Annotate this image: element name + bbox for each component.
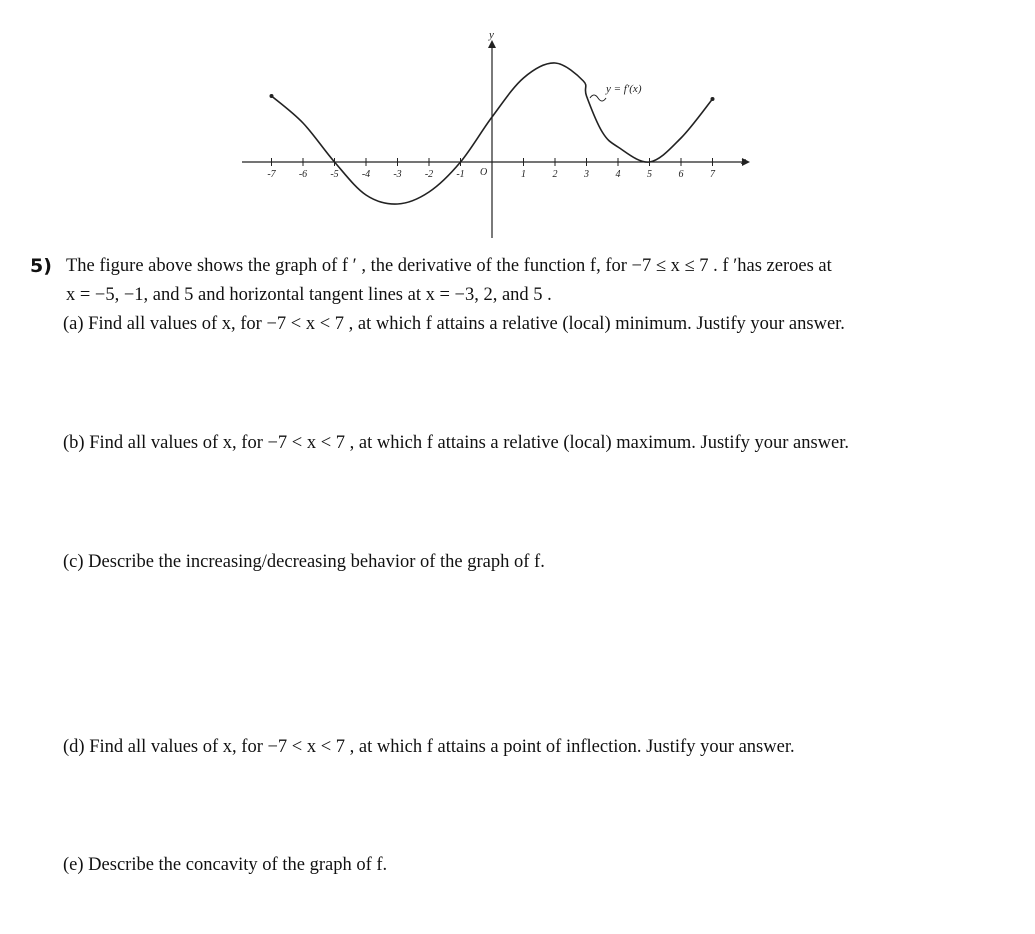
part-text: Find all values of x, for −7 < x < 7 , at which f attains a point of inflection. Justify your answer. — [89, 737, 795, 757]
curve-start-point — [270, 94, 274, 98]
part-text: Describe the increasing/decreasing behavior of the graph of f. — [88, 552, 545, 572]
problem-stem-line-2: x = −5, −1, and 5 and horizontal tangent lines at x = −3, 2, and 5 . — [66, 285, 552, 305]
x-tick-label: -5 — [330, 169, 339, 180]
x-tick-label: -3 — [393, 169, 402, 180]
part-label: (c) — [63, 552, 84, 572]
part-c — [63, 548, 545, 577]
x-axis-label: x — [741, 155, 746, 167]
curve-end-point — [711, 97, 715, 101]
problem-stem — [66, 252, 1006, 310]
part-label: (d) — [63, 737, 85, 757]
part-a — [63, 310, 845, 339]
origin-label: O — [480, 167, 488, 178]
part-d — [63, 733, 795, 762]
part-text: Find all values of x, for −7 < x < 7 , at which f attains a relative (local) minimum. Justify your answer. — [88, 314, 845, 334]
x-tick-label: -1 — [456, 169, 465, 180]
x-tick-label: 7 — [710, 169, 715, 180]
part-label: (e) — [63, 855, 84, 875]
y-axis-arrow-icon — [488, 40, 496, 48]
x-tick-label: -4 — [361, 169, 371, 180]
problem-number: 5) — [30, 255, 52, 277]
curve-label: y = f′(x) — [606, 83, 642, 95]
problem-stem-line-1: The figure above shows the graph of f ′ , the derivative of the function f, for −7 ≤ x ≤ 7 . f ′has zeroes at — [66, 256, 832, 276]
derivative-graph — [230, 28, 760, 243]
x-tick-label: 2 — [552, 169, 558, 180]
x-tick-label: -6 — [298, 169, 308, 180]
x-tick-label: -7 — [267, 169, 276, 180]
x-tick-label: 3 — [584, 169, 589, 180]
x-tick-label: 1 — [521, 169, 526, 180]
part-label: (a) — [63, 314, 84, 334]
x-tick-label: 6 — [678, 169, 684, 180]
x-tick-label: 5 — [647, 169, 652, 180]
part-text: Describe the concavity of the graph of f. — [88, 855, 388, 875]
part-label: (b) — [63, 433, 85, 453]
part-e — [63, 851, 387, 880]
x-tick-label: -2 — [424, 169, 434, 180]
part-b — [63, 429, 849, 458]
part-text: Find all values of x, for −7 < x < 7 , at which f attains a relative (local) maximum. Justify your answer. — [89, 433, 850, 453]
y-axis-label: y — [489, 29, 494, 41]
x-tick-label: 4 — [615, 169, 621, 180]
curve-label-leader — [590, 95, 606, 101]
